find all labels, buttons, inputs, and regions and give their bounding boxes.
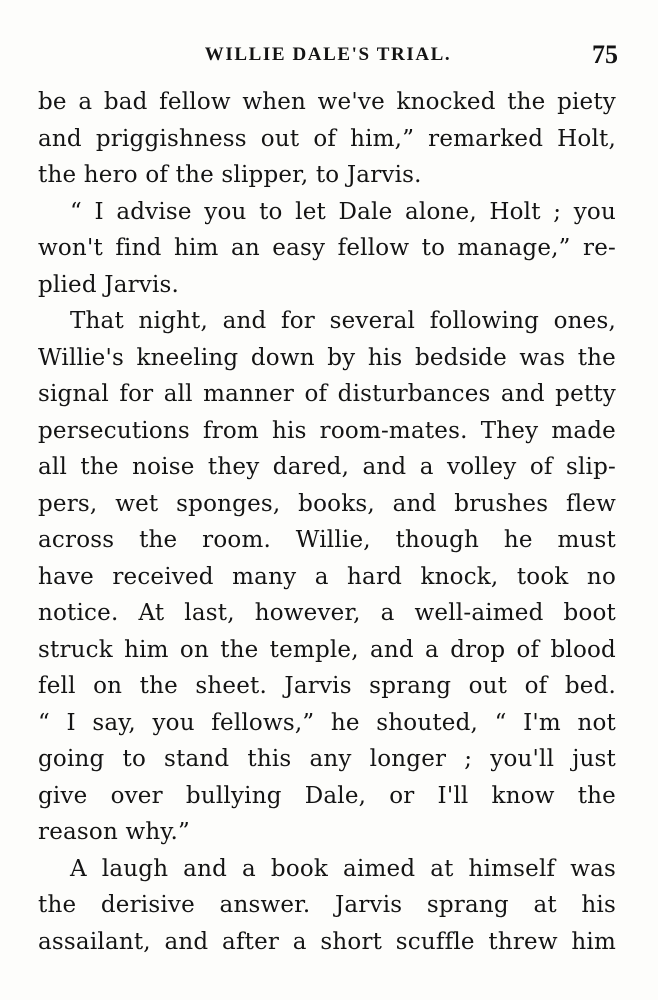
text-line: the hero of the slipper, to Jarvis. (38, 162, 422, 188)
text-line: fell on the sheet. Jarvis sprang out of bed. (38, 673, 616, 699)
text-line: “ I say, you fellows,” he shouted, “ I'm not (38, 709, 616, 736)
text-line: “ I advise you to let Dale alone, Holt ; you (70, 198, 616, 225)
text-line: Willie's kneeling down by his bedside was the (38, 344, 616, 371)
text-line: have received many a hard knock, took no (38, 563, 616, 590)
text-line: signal for all manner of disturbances and petty (38, 381, 616, 407)
text-line: be a bad fellow when we've knocked the piety (38, 89, 616, 115)
text-line: reason why.” (38, 819, 191, 845)
text-line: across the room. Willie, though he must (38, 527, 616, 553)
page-number: 75 (592, 40, 618, 69)
text-line: the derisive answer. Jarvis sprang at his (38, 892, 616, 918)
text-line: notice. At last, however, a well-aimed boot (38, 600, 616, 626)
running-head (38, 40, 618, 76)
text-line: give over bullying Dale, or I'll know the (38, 782, 616, 809)
text-line: going to stand this any longer ; you'll just (38, 746, 616, 772)
text-line: assailant, and after a short scuffle threw him (38, 928, 616, 955)
text-line: That night, and for several following ones, (70, 308, 616, 334)
text-line: won't find him an easy fellow to manage,” re- (38, 235, 616, 261)
text-line: plied Jarvis. (38, 271, 180, 298)
running-title: WILLIE DALE'S TRIAL. (204, 44, 452, 65)
text-line: and priggishness out of him,” remarked Holt, (38, 125, 616, 152)
text-line: A laugh and a book aimed at himself was (70, 855, 616, 882)
text-line: pers, wet sponges, books, and brushes flew (38, 490, 616, 517)
text-line: struck him on the temple, and a drop of blood (38, 636, 616, 663)
body-text (38, 84, 616, 960)
text-line: all the noise they dared, and a volley of slip- (38, 454, 616, 480)
text-line: persecutions from his room-mates. They made (38, 417, 616, 444)
